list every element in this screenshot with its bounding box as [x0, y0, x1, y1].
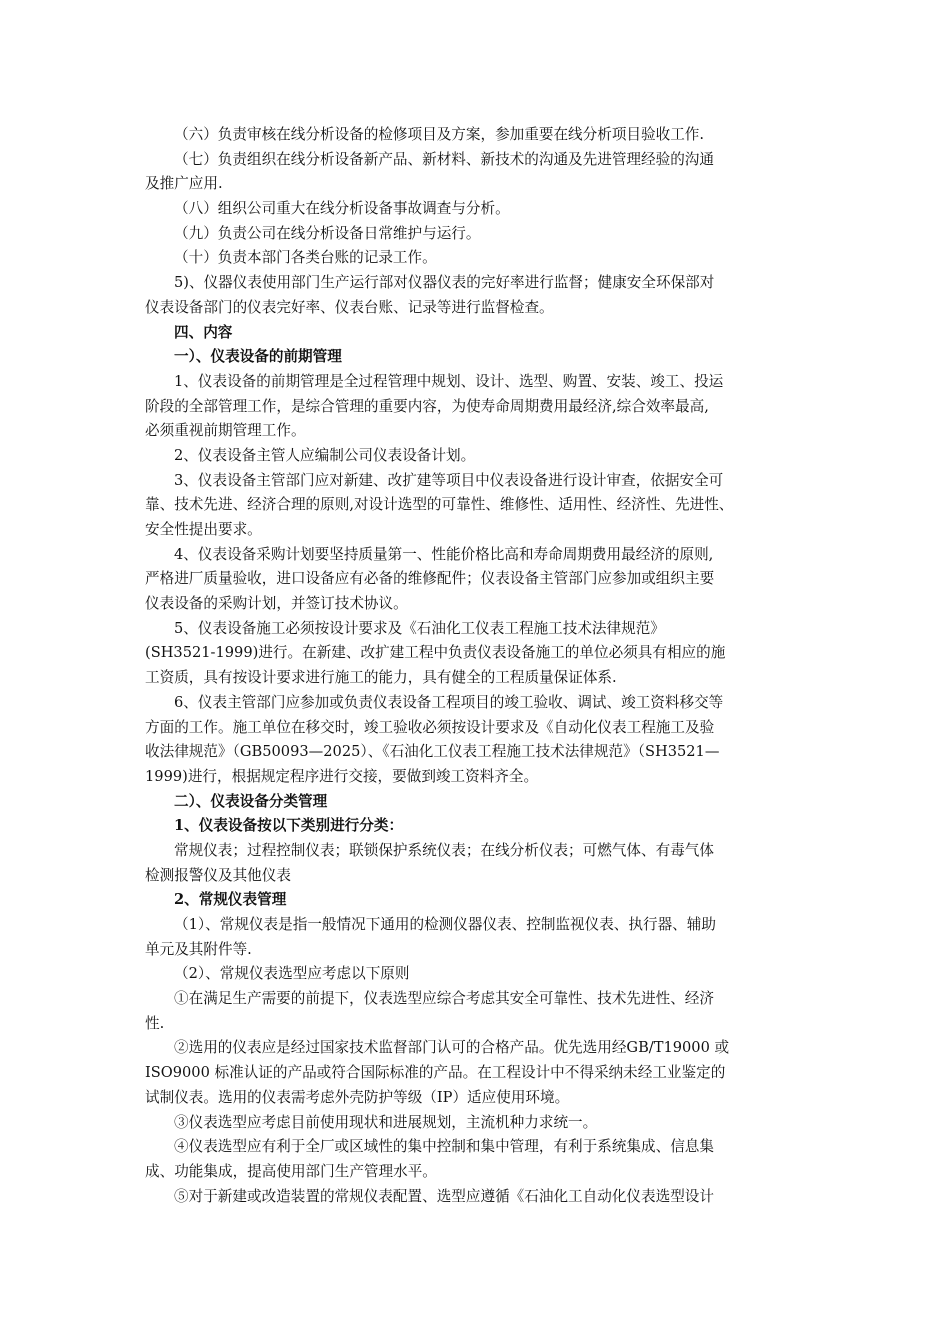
text-line: 5、仪表设备施工必须按设计要求及《石油化工仪表工程施工技术法律规范》 [174, 619, 665, 637]
text-line: （七）负责组织在线分析设备新产品、新材料、新技术的沟通及先进管理经验的沟通 [174, 150, 714, 168]
text-line: 必须重视前期管理工作。 [145, 422, 306, 440]
text-line: 靠、技术先进、经济合理的原则,对设计选型的可靠性、维修性、适用性、经济性、先进性、 [145, 496, 734, 514]
section-heading: 四、内容 [174, 323, 233, 341]
text-line: 1、仪表设备的前期管理是全过程管理中规划、设计、选型、购置、安装、竣工、投运 [174, 372, 724, 390]
text-line: 2、仪表设备主管人应编制公司仪表设备计划。 [174, 446, 476, 464]
text-line: 严格进厂质量验收，进口设备应有必备的维修配件；仪表设备主管部门应参加或组织主要 [145, 570, 715, 588]
text-line: 成、功能集成，提高使用部门生产管理水平。 [145, 1162, 437, 1180]
text-line: 5)、仪器仪表使用部门生产运行部对仪器仪表的完好率进行监督；健康安全环保部对 [174, 274, 715, 292]
text-line: 仪表设备部门的仪表完好率、仪表台账、记录等进行监督检查。 [145, 298, 554, 316]
text-line: ISO9000 标准认证的产品或符合国际标准的产品。在工程设计中不得采纳未经工业鉴定的 [145, 1064, 726, 1082]
text-line: 常规仪表；过程控制仪表；联锁保护系统仪表；在线分析仪表；可燃气体、有毒气体 [174, 841, 714, 859]
text-line: （十）负责本部门各类台账的记录工作。 [174, 249, 437, 267]
text-line: （六）负责审核在线分析设备的检修项目及方案，参加重要在线分析项目验收工作. [174, 126, 705, 143]
text-line: 方面的工作。施工单位在移交时，竣工验收必须按设计要求及《自动化仪表工程施工及验 [145, 718, 715, 736]
text-line: 4、仪表设备采购计划要坚持质量第一、性能价格比高和寿命周期费用最经济的原则, [174, 545, 714, 563]
text-line: （1）、常规仪表是指一般情况下通用的检测仪器仪表、控制监视仪表、执行器、辅助 [174, 916, 716, 933]
section-heading: 1、仪表设备按以下类别进行分类： [174, 817, 404, 835]
text-line: 单元及其附件等. [145, 940, 252, 958]
text-line: ④仪表选型应有利于全厂或区域性的集中控制和集中管理，有利于系统集成、信息集 [174, 1138, 714, 1156]
text-line: 6、仪表主管部门应参加或负责仪表设备工程项目的竣工验收、调试、竣工资料移交等 [174, 693, 724, 711]
text-line: 及推广应用. [145, 175, 223, 193]
text-line: ③仪表选型应考虑目前使用现状和进展规划，主流机种力求统一。 [174, 1113, 598, 1131]
section-heading: 2、常规仪表管理 [174, 891, 287, 909]
text-line: 仪表设备的采购计划，并签订技术协议。 [145, 595, 408, 613]
text-line: 工资质，具有按设计要求进行施工的能力，具有健全的工程质量保证体系. [145, 669, 617, 687]
section-heading: 一）、仪表设备的前期管理 [174, 348, 342, 366]
text-line: 安全性提出要求。 [145, 521, 262, 538]
text-line: （2）、常规仪表选型应考虑以下原则 [174, 965, 410, 983]
section-heading: 二）、仪表设备分类管理 [174, 792, 328, 810]
text-line: 收法律规范》（GB50093—2025）、《石油化工仪表工程施工技术法律规范》（SH3521— [145, 743, 720, 761]
text-line: 性. [145, 1014, 165, 1032]
text-line: ①在满足生产需要的前提下，仪表选型应综合考虑其安全可靠性、技术先进性、经济 [174, 990, 714, 1008]
text-line: 试制仪表。选用的仪表需考虑外壳防护等级（IP）适应使用环境。 [145, 1088, 570, 1106]
document-page [145, 123, 815, 1209]
text-line: ②选用的仪表应是经过国家技术监督部门认可的合格产品。优先选用经GB/T19000 或 [174, 1039, 730, 1057]
text-line: （九）负责公司在线分析设备日常维护与运行。 [174, 224, 481, 242]
text-line: 检测报警仪及其他仪表 [145, 866, 291, 884]
text-line: 1999)进行，根据规定程序进行交接，要做到竣工资料齐全。 [145, 767, 539, 785]
text-line: （八）组织公司重大在线分析设备事故调查与分析。 [174, 200, 510, 218]
text-line: (SH3521-1999)进行。在新建、改扩建工程中负责仪表设备施工的单位必须具有相应的施 [145, 644, 726, 662]
text-line: 阶段的全部管理工作，是综合管理的重要内容，为使寿命周期费用最经济,综合效率最高, [145, 397, 709, 415]
text-line: 3、仪表设备主管部门应对新建、改扩建等项目中仪表设备进行设计审查，依据安全可 [174, 471, 724, 489]
text-line: ⑤对于新建或改造装置的常规仪表配置、选型应遵循《石油化工自动化仪表选型设计 [174, 1187, 714, 1205]
